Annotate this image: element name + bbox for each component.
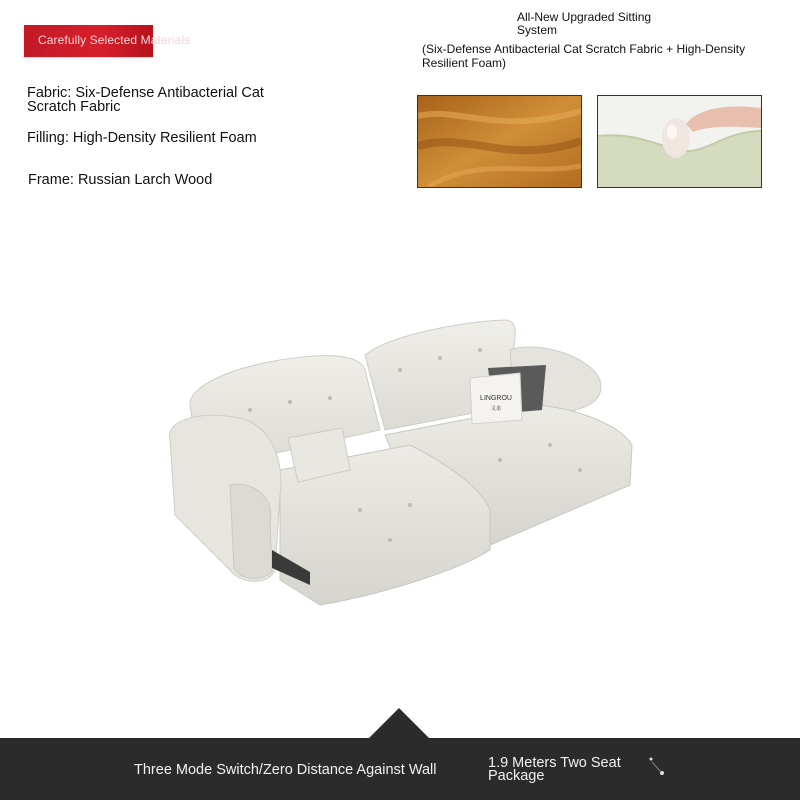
mode-switch-label: Three Mode Switch/Zero Distance Against Wall — [134, 762, 437, 778]
size-package-label: 1.9 Meters Two Seat Package — [488, 755, 621, 784]
pillow-sub: 灵柔 — [490, 406, 502, 412]
spec-frame: Frame: Russian Larch Wood — [28, 172, 213, 188]
scroll-indicator-icon — [646, 754, 668, 780]
upgrade-title: All-New Upgraded Sitting System — [517, 10, 652, 37]
footer-pointer — [369, 708, 429, 738]
foam-photo — [597, 95, 762, 188]
fabric-photo — [417, 95, 582, 188]
materials-badge-label: Carefully Selected Materials — [38, 33, 191, 47]
sofa-image — [160, 310, 650, 620]
spec-fabric: Fabric: Six-Defense Antibacterial Cat Scratch Fabric — [27, 85, 264, 115]
pillow-brand: LINGROU — [480, 395, 512, 402]
upgrade-description: (Six-Defense Antibacterial Cat Scratch Fabric + High-Density Resilient Foam) — [422, 42, 746, 70]
spec-filling: Filling: High-Density Resilient Foam — [27, 130, 257, 146]
materials-badge — [24, 25, 191, 57]
